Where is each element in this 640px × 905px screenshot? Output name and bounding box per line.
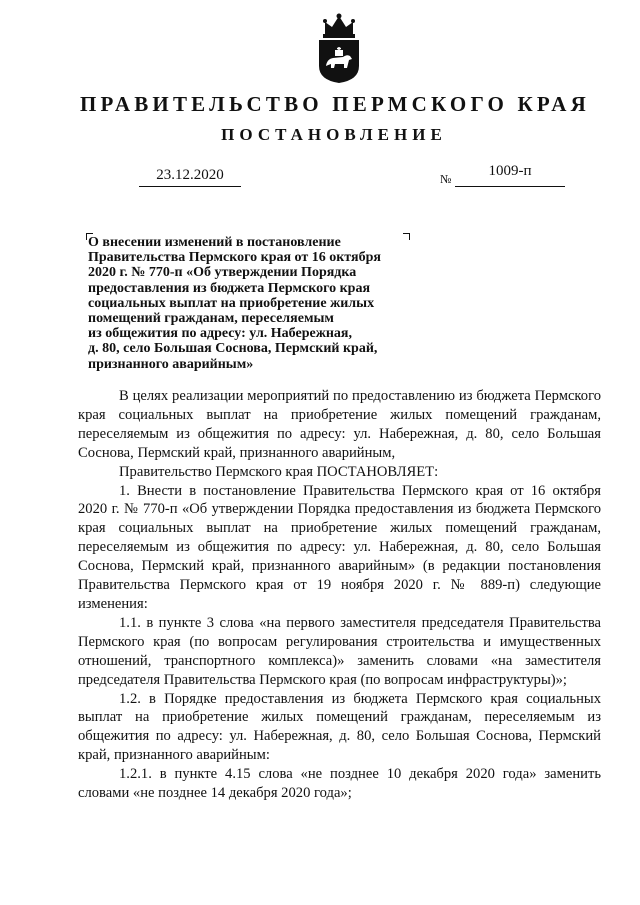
body-paragraph-item-1-2-1: 1.2.1. в пункте 4.15 слова «не позднее 10 декабря 2020 года» заменить словами «не позднее 14 декабря 2020 года»; (78, 766, 601, 802)
body-paragraph-item-1-1: 1.1. в пункте 3 слова «на первого заместителя председателя Правительства Пермского края (по вопросам регулирования строительства и имущественных отношений, транспортного комплекса)» заменить словами «на заместителя председателя Правительства Пермского края (по вопросам инфраструктуры)»; (78, 614, 601, 688)
subject-line: д. 80, село Большая Соснова, Пермский край, (88, 341, 378, 357)
coat-of-arms-icon (313, 12, 365, 84)
subject-line: из общежития по адресу: ул. Набережная, (88, 326, 353, 342)
subject-line: социальных выплат на приобретение жилых (88, 295, 375, 311)
body-paragraph-item-1-2: 1.2. в Порядке предоставления из бюджета Пермского края социальных выплат на приобретение жилых помещений гражданам, переселяемым из общежития по адресу: ул. Набережная, д. 80, село Большая Соснова, Пермский край, признанного аварийным: (78, 690, 601, 764)
government-title: ПРАВИТЕЛЬСТВО ПЕРМСКОГО КРАЯ (79, 92, 590, 116)
subject-line: признанного аварийным» (88, 356, 254, 372)
document-subject (88, 235, 418, 372)
date-underline (139, 186, 241, 187)
subject-line: помещений гражданам, переселяемым (88, 311, 334, 327)
document-number: 1009-п (488, 163, 532, 179)
number-mark: № (440, 172, 452, 186)
subject-line: 2020 г. № 770-п «Об утверждении Порядка (88, 265, 357, 281)
document-date: 23.12.2020 (156, 167, 224, 183)
body-paragraph-preamble: В целях реализации мероприятий по предоставлению из бюджета Пермского края социальных выплат на приобретение жилых помещений гражданам, переселяемым из общежития по адресу: ул. Набережная, д. 80, село Большая Соснова, Пермский край, признанного аварийным, (78, 388, 601, 461)
subject-line: О внесении изменений в постановление (88, 235, 341, 250)
body-paragraph-decree: Правительство Пермского края ПОСТАНОВЛЯЕТ: (119, 463, 439, 480)
number-underline (455, 186, 565, 187)
subject-line: предоставления из бюджета Пермского края (88, 280, 371, 296)
document-type: ПОСТАНОВЛЕНИЕ (221, 125, 447, 144)
body-paragraph-item-1: 1. Внести в постановление Правительства Пермского края от 16 октября 2020 г. № 770-п «Об утверждении Порядка предоставления из бюджета Пермского края социальных выплат на приобретение жилых помещений гражданам, переселяемым из общежития по адресу: ул. Набережная, д. 80, село Большая Соснова, Пермский край, признанного аварийным» (в редакции постановления Правительства Пермского края от 19 ноября 2020 г. № 889-п) следующие изменения: (78, 482, 601, 612)
subject-line: Правительства Пермского края от 16 октября (88, 250, 381, 266)
document-body (78, 387, 601, 803)
